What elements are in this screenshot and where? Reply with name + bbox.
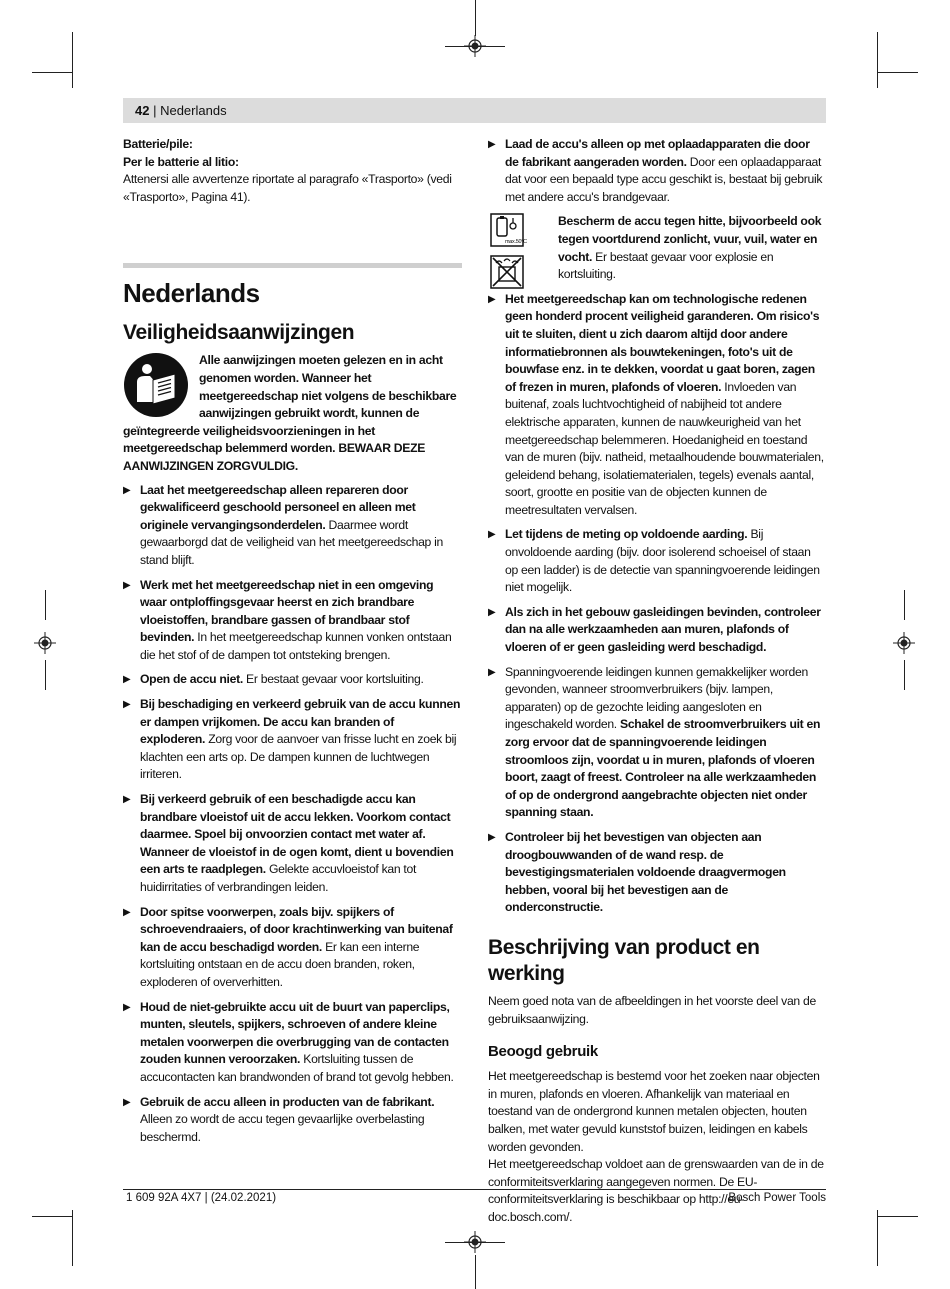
description-heading: Beschrijving van product en werking — [488, 935, 760, 985]
heat-warning — [488, 213, 826, 283]
list-item: ▶ Het meetgereedschap kan om technologische redenen geen honderd procent veiligheid garanderen. Om risico's uit te sluiten, dient u zich daarom altijd door andere informatiebronnen als bouwtekeningen, foto's uit de bouwfase enz. in te dekken, voordat u gaat boren, zagen of frezen in muren, plafonds of vloeren. Invloeden van buitenaf, zoals luchtvochtigheid of nabijheid tot andere elektrische apparaten, kunnen de nauwkeurigheid van het meetgereedschap belemmeren. Hoedanigheid en toestand van de muren (bijv. natheid, metaalhoudende bouwmaterialen, geleidend behang, isolatiematerialen, tegels) evenals aantal, soort, grootte en positie van de objecten kunnen de meetresultaten vervalsen. — [488, 291, 824, 517]
list-item: ▶ Laat het meetgereedschap alleen repareren door gekwalificeerd geschoold personeel en alleen met originele vervangingsonderdelen. Daarmee wordt gewaarborgd dat de veiligheid van het meetgereedschap in stand blijft. — [123, 482, 444, 567]
safety-intro-text: Alle aanwijzingen moeten gelezen en in acht genomen worden. Wanneer het meetgereedschap niet volgens de beschikbare aanwijzingen gebruikt wordt, kunnen de geïntegreerde veiligheidsvoorzieningen in het meetgereedschap belemmerd worden. BEWAAR DEZE AANWIJZINGEN ZORGVULDIG. — [123, 353, 457, 473]
page-number: 42 — [135, 103, 150, 118]
section-divider — [123, 263, 462, 268]
list-item: ▶ Laad de accu's alleen op met oplaadapparaten die door de fabrikant aangeraden worden. Door een oplaadapparaat dat voor een bepaald type accu geschikt is, bestaat bij gebruik met andere accu's brandgevaar. — [488, 137, 823, 204]
list-item: ▶ Gebruik de accu alleen in producten van de fabrikant. Alleen zo wordt de accu tegen gevaarlijke overbelasting beschermd. — [123, 1094, 435, 1144]
intended-use-text: Het meetgereedschap is bestemd voor het zoeken naar objecten in muren, plafonds en vloeren. Afhankelijk van materiaal en toestand van de ondergrond kunnen metalen objecten, houten balken, met water gevuld kunststof buizen, leidingen en kabels worden gevonden. — [488, 1069, 820, 1154]
crop-mark — [45, 660, 46, 690]
description-text: Neem goed nota van de afbeeldingen in het voorste deel van de gebruiksaanwijzing. — [488, 993, 816, 1026]
battery-label: Batterie/pile: — [123, 137, 193, 151]
list-item: ▶ Open de accu niet. Er bestaat gevaar voor kortsluiting. — [123, 672, 424, 687]
section-title: Nederlands — [123, 278, 260, 309]
list-item: ▶ Controleer bij het bevestigen van objecten aan droogbouwwanden of de wand resp. de bevestigingsmaterialen voldoende draagvermogen hebben, vooral bij het bevestigen aan de onderconstructie. — [488, 829, 786, 915]
page-header: 42 | Nederlands — [135, 103, 227, 118]
registration-mark-icon — [893, 632, 915, 654]
crop-mark — [877, 32, 878, 88]
registration-mark-icon — [464, 1231, 486, 1253]
list-item: ▶ Als zich in het gebouw gasleidingen bevinden, controleer dan na alle werkzaamheden aan muren, plafonds of vloeren of er geen gasleiding werd beschadigd. — [488, 604, 821, 655]
left-column — [123, 136, 462, 1153]
crop-mark — [878, 72, 918, 73]
crop-mark — [904, 660, 905, 690]
crop-mark — [72, 32, 73, 88]
list-item: ▶ Door spitse voorwerpen, zoals bijv. spijkers of schroevendraaiers, of door krachtinwerking van buitenaf kan de accu beschadigd worden. Er kan een interne kortsluiting ontstaan en de accu doen branden, roken, exploderen of oververhitten. — [123, 904, 453, 989]
list-item: ▶ Werk met het meetgereedschap niet in een omgeving waar ontploffingsgevaar heerst en zich brandbare vloeistoffen, brandbare gassen of brandbaar stof bevinden. In het meetgereedschap kunnen vonken ontstaan die het stof of de dampen tot ontsteking brengen. — [123, 577, 452, 662]
crop-mark — [32, 1216, 72, 1217]
right-column — [488, 136, 826, 1226]
conformity-text: Het meetgereedschap voldoet aan de grenswaarden van de in de conformiteitsverklaring aangegeven normen. De EU-conformiteitsverklaring is beschikbaar op http://eu-doc.bosch.com/. — [488, 1157, 824, 1224]
safety-list-right — [488, 291, 826, 917]
registration-mark-icon — [464, 35, 486, 57]
lithium-label: Per le batterie al litio: — [123, 154, 239, 169]
heat-warning-text: Bescherm de accu tegen hitte, bijvoorbeeld ook tegen voortdurend zonlicht, vuur, vuil, water en vocht. Er bestaat gevaar voor explosie en kortsluiting. — [558, 214, 822, 282]
list-item: ▶ Spanningvoerende leidingen kunnen gemakkelijker worden gevonden, wanneer stroomverbruikers (bijv. lampen, apparaten) op de gezochte leiding aangesloten en ingeschakeld worden. Schakel de stroomverbruikers uit en zorg ervoor dat de spanningvoerende leidingen stroomloos zijn, voordat u in muren, plafonds of vloeren boort, zaagt of freest. Controleer na alle werkzaamheden of op de ondergrond aangebrachte objecten niet onder spanning staan. — [488, 664, 821, 820]
list-item: ▶ Let tijdens de meting op voldoende aarding. Bij onvoldoende aarding (bijv. door isolerend schoeisel of staan op een ladder) is de detectie van spanningvoerende leidingen niet mogelijk. — [488, 527, 820, 595]
no-water-icon — [490, 255, 524, 289]
list-item: ▶ Bij verkeerd gebruik of een beschadigde accu kan brandbare vloeistof uit de accu lekken. Voorkom contact daarmee. Spoel bij onvoorzien contact met water af. Wanneer de vloeistof in de ogen komt, dient u bovendien een arts te raadplegen. Gelekte accuvloeistof kan tot huidirritaties of verbrandingen leiden. — [123, 792, 454, 894]
crop-mark — [32, 72, 72, 73]
intended-use-heading: Beoogd gebruik — [488, 1043, 598, 1061]
transport-note: Attenersi alle avvertenze riportate al paragrafo «Trasporto» (vedi «Trasporto», Pagina 41). — [123, 172, 452, 204]
list-item: ▶ Bij beschadiging en verkeerd gebruik van de accu kunnen er dampen vrijkomen. De accu kan branden of exploderen. Zorg voor de aanvoer van frisse lucht en zoek bij klachten een arts op. De dampen kunnen de luchtwegen irriteren. — [123, 697, 461, 782]
crop-mark — [45, 590, 46, 620]
crop-mark — [475, 0, 476, 36]
max-temp-label: max.50°C — [505, 239, 527, 246]
crop-mark — [904, 590, 905, 620]
header-language: Nederlands — [160, 103, 227, 118]
safety-list-left — [123, 482, 462, 1147]
crop-mark — [475, 1255, 476, 1289]
page-header-bar — [123, 98, 826, 123]
brand-name: Bosch Power Tools — [728, 1192, 826, 1204]
list-item: ▶ Houd de niet-gebruikte accu uit de buurt van paperclips, munten, sleutels, spijkers, schroeven of andere kleine metalen voorwerpen die overbrugging van de contacten zouden kunnen veroorzaken. Kortsluiting tussen de accucontacten kan brandwonden of brand tot gevolg hebben. — [123, 999, 454, 1084]
footer-divider — [123, 1189, 826, 1190]
read-manual-icon — [123, 352, 189, 418]
safety-list-right-top — [488, 136, 826, 206]
crop-mark — [877, 1210, 878, 1266]
document-id: 1 609 92A 4X7 | (24.02.2021) — [126, 1192, 277, 1204]
crop-mark — [878, 1216, 918, 1217]
max-temperature-icon — [490, 213, 527, 247]
safety-intro — [123, 352, 462, 475]
safety-heading: Veiligheidsaanwijzingen — [123, 321, 355, 345]
registration-mark-icon — [34, 632, 56, 654]
crop-mark — [72, 1210, 73, 1266]
